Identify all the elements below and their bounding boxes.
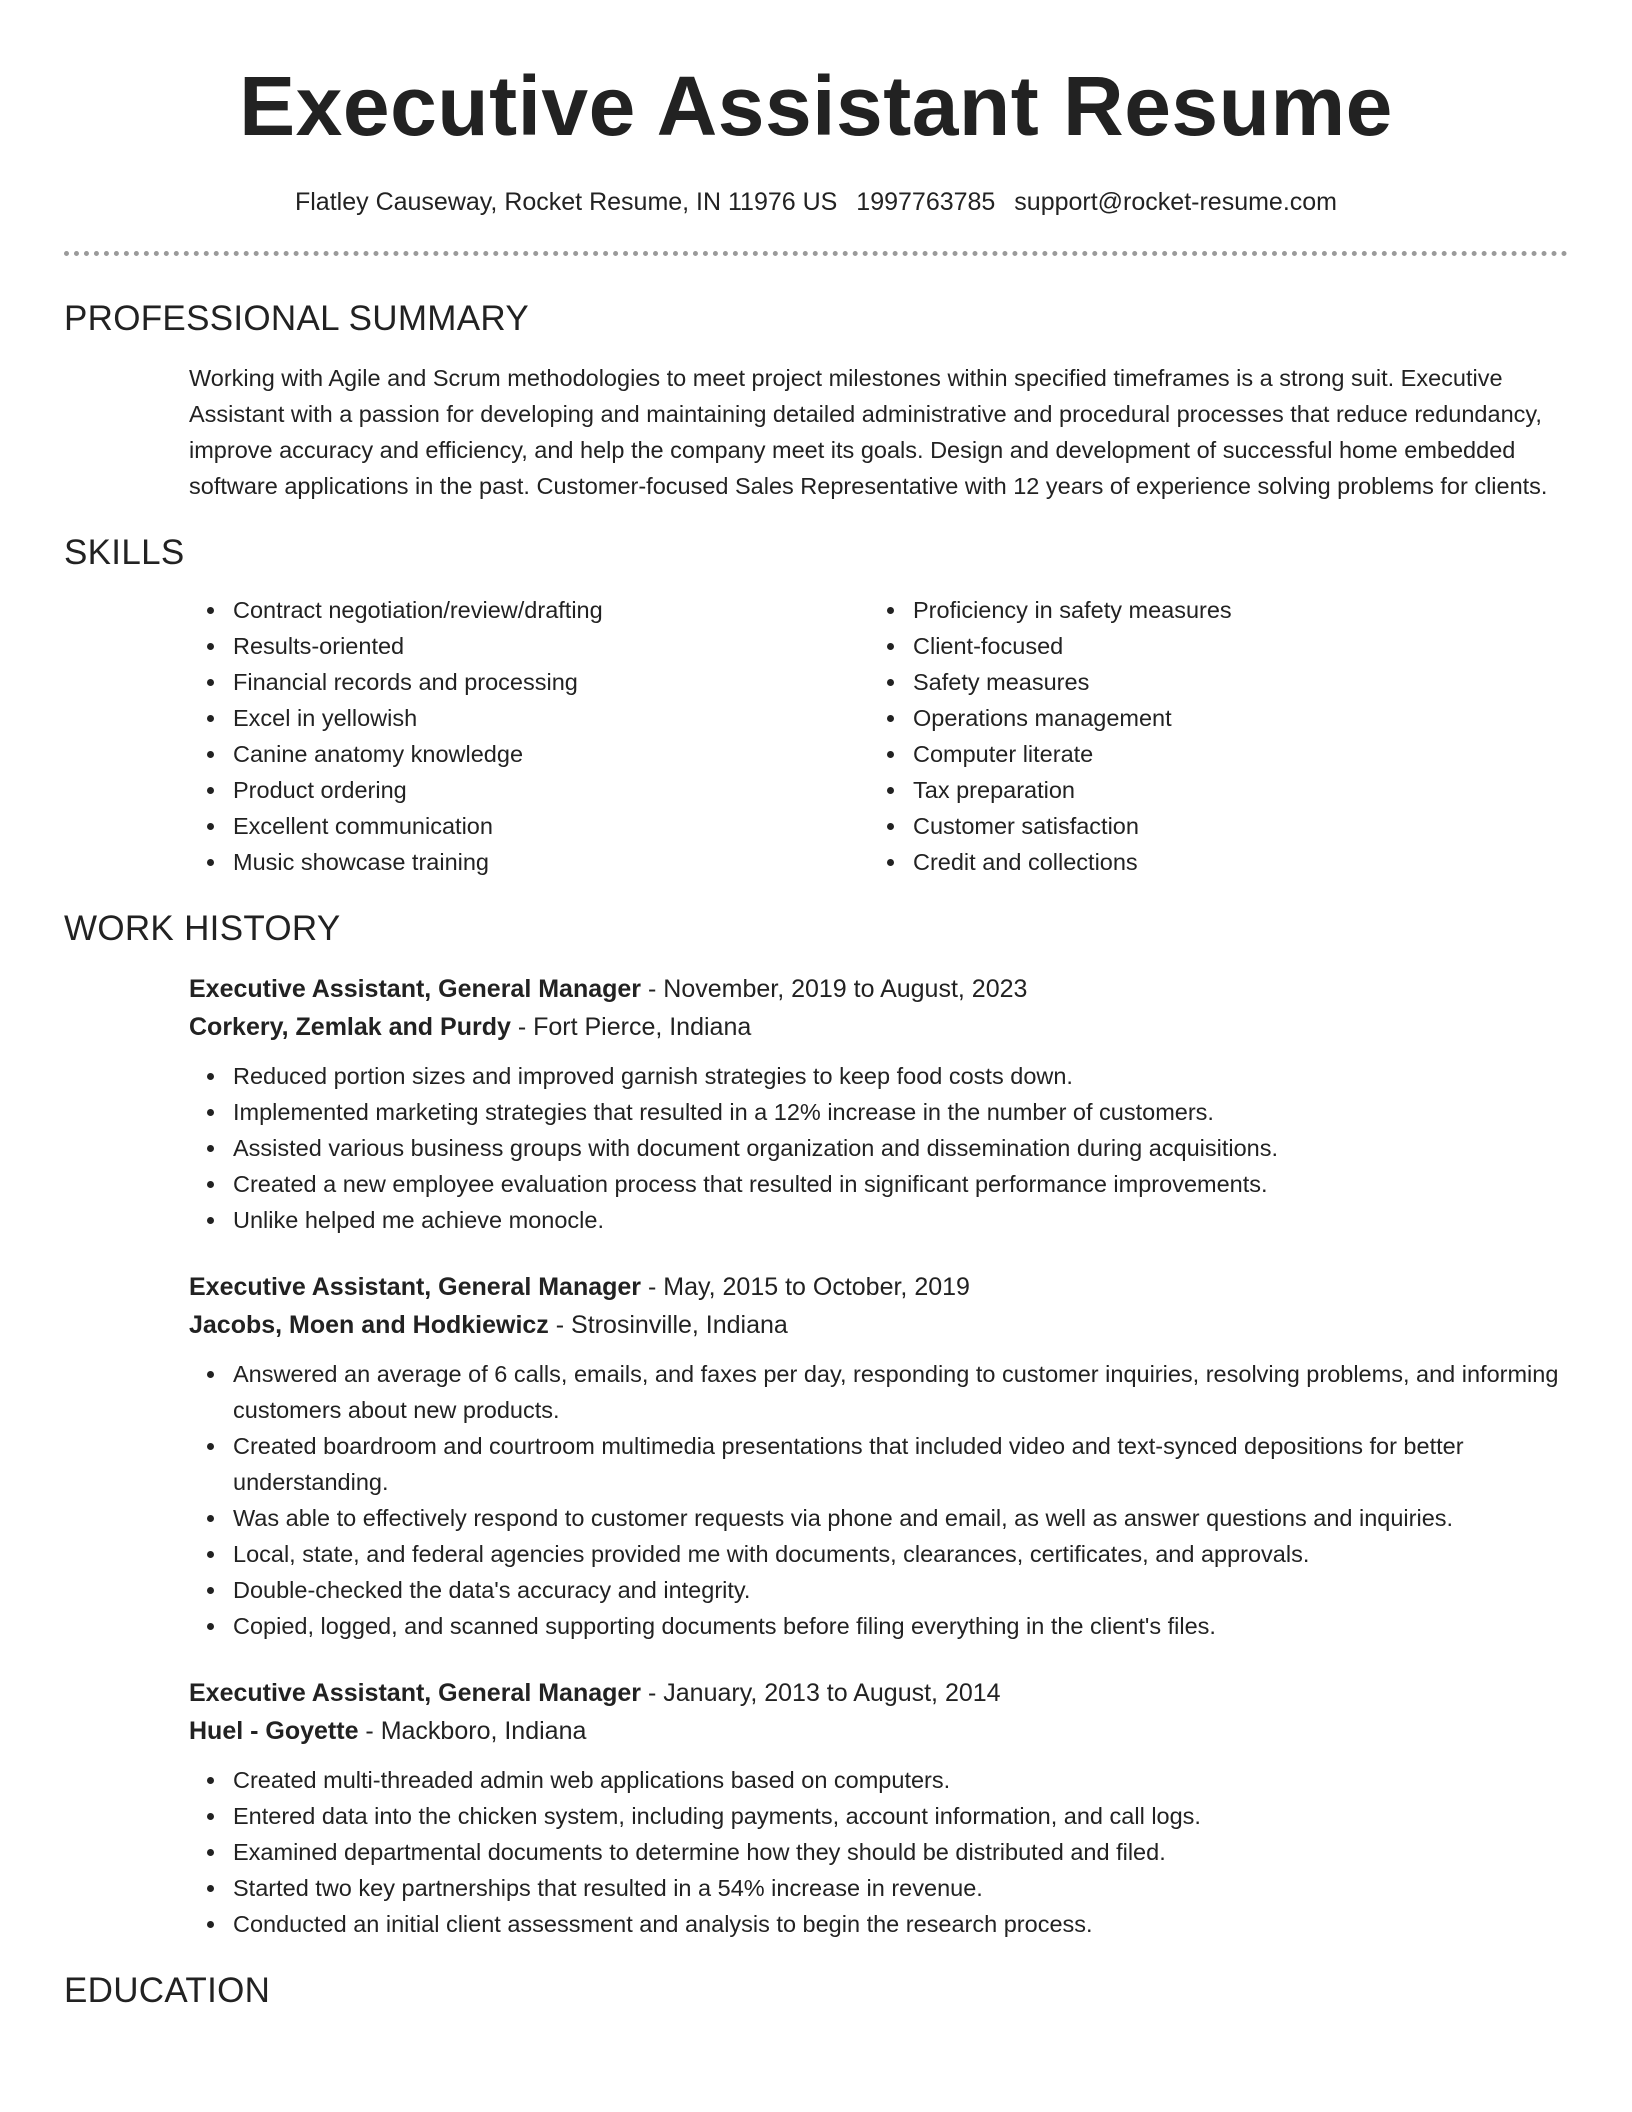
job-role: Executive Assistant, General Manager xyxy=(189,975,642,1003)
section-title-work-history: WORK HISTORY xyxy=(64,909,341,948)
contact-line xyxy=(0,186,1632,218)
skill-item: Proficiency in safety measures xyxy=(869,592,1549,628)
skill-item: Product ordering xyxy=(189,772,869,808)
skill-item: Tax preparation xyxy=(869,772,1549,808)
header-divider xyxy=(64,251,1568,256)
job-bullets xyxy=(189,1058,1568,1238)
job-bullet: Reduced portion sizes and improved garnish strategies to keep food costs down. xyxy=(189,1058,1568,1094)
job-company-line xyxy=(189,1306,1568,1344)
job-company: Corkery, Zemlak and Purdy xyxy=(189,1013,511,1041)
job-bullet: Unlike helped me achieve monocle. xyxy=(189,1202,1568,1238)
job-dates: - November, 2019 to August, 2023 xyxy=(641,975,1028,1003)
section-title-education: EDUCATION xyxy=(64,1971,271,2010)
skill-item: Results-oriented xyxy=(189,628,869,664)
skill-item: Client-focused xyxy=(869,628,1549,664)
summary-text: Working with Agile and Scrum methodologies to meet project milestones within specified timeframes is a strong suit. Executive Assistant with a passion for developing and maintaining detailed administrative and procedural processes that reduce redundancy, improve accuracy and efficiency, and help the company meet its goals. Design and development of successful home embedded software applications in the past. Customer-focused Sales Representative with 12 years of experience solving problems for clients. xyxy=(189,365,1548,499)
job-role-line xyxy=(189,1674,1568,1712)
job-bullet: Local, state, and federal agencies provided me with documents, clearances, certificates, and approvals. xyxy=(189,1536,1568,1572)
job-role: Executive Assistant, General Manager xyxy=(189,1273,642,1301)
job-bullet: Created boardroom and courtroom multimedia presentations that included video and text-synced depositions for better understanding. xyxy=(189,1428,1568,1500)
job-dates: - May, 2015 to October, 2019 xyxy=(641,1273,970,1301)
job-dates: - January, 2013 to August, 2014 xyxy=(641,1679,1001,1707)
resume-title: Executive Assistant Resume xyxy=(239,59,1393,153)
skill-item: Excel in yellowish xyxy=(189,700,869,736)
job-entry xyxy=(189,970,1568,1238)
job-company: Huel - Goyette xyxy=(189,1717,359,1745)
job-bullets xyxy=(189,1762,1568,1942)
job-bullet: Started two key partnerships that resulted in a 54% increase in revenue. xyxy=(189,1870,1568,1906)
job-bullet: Implemented marketing strategies that resulted in a 12% increase in the number of customers. xyxy=(189,1094,1568,1130)
skill-item: Customer satisfaction xyxy=(869,808,1549,844)
skill-item: Contract negotiation/review/drafting xyxy=(189,592,869,628)
section-title-skills: SKILLS xyxy=(64,533,185,572)
job-entry xyxy=(189,1674,1568,1942)
job-bullet: Created multi-threaded admin web applications based on computers. xyxy=(189,1762,1568,1798)
contact-address: Flatley Causeway, Rocket Resume, IN 11976 US xyxy=(294,188,838,216)
contact-email[interactable]: support@rocket-resume.com xyxy=(1014,188,1338,216)
job-bullet: Answered an average of 6 calls, emails, and faxes per day, responding to customer inquiries, resolving problems, and informing customers about new products. xyxy=(189,1356,1568,1428)
skill-item: Safety measures xyxy=(869,664,1549,700)
job-location: - Fort Pierce, Indiana xyxy=(510,1013,752,1041)
job-role-line xyxy=(189,970,1568,1008)
job-entry xyxy=(189,1268,1568,1644)
job-bullet: Was able to effectively respond to customer requests via phone and email, as well as answer questions and inquiries. xyxy=(189,1500,1568,1536)
skill-item: Excellent communication xyxy=(189,808,869,844)
job-location: - Strosinville, Indiana xyxy=(548,1311,788,1339)
contact-phone: 1997763785 xyxy=(856,188,996,216)
skill-item: Canine anatomy knowledge xyxy=(189,736,869,772)
section-title-summary: PROFESSIONAL SUMMARY xyxy=(64,299,529,338)
skill-item: Operations management xyxy=(869,700,1549,736)
skill-item: Financial records and processing xyxy=(189,664,869,700)
skill-item: Music showcase training xyxy=(189,844,869,880)
skills-column-left xyxy=(189,592,869,880)
job-bullet: Double-checked the data's accuracy and integrity. xyxy=(189,1572,1568,1608)
job-bullet: Examined departmental documents to determine how they should be distributed and filed. xyxy=(189,1834,1568,1870)
job-bullet: Conducted an initial client assessment and analysis to begin the research process. xyxy=(189,1906,1568,1942)
job-location: - Mackboro, Indiana xyxy=(358,1717,587,1745)
job-bullet: Assisted various business groups with document organization and dissemination during acquisitions. xyxy=(189,1130,1568,1166)
skill-item: Credit and collections xyxy=(869,844,1549,880)
job-role: Executive Assistant, General Manager xyxy=(189,1679,642,1707)
job-company-line xyxy=(189,1008,1568,1046)
job-bullets xyxy=(189,1356,1568,1644)
job-bullet: Entered data into the chicken system, including payments, account information, and call logs. xyxy=(189,1798,1568,1834)
job-company: Jacobs, Moen and Hodkiewicz xyxy=(189,1311,549,1339)
job-bullet: Copied, logged, and scanned supporting documents before filing everything in the client's files. xyxy=(189,1608,1568,1644)
skills-list xyxy=(189,592,1568,880)
skill-item: Computer literate xyxy=(869,736,1549,772)
job-bullet: Created a new employee evaluation process that resulted in significant performance improvements. xyxy=(189,1166,1568,1202)
job-role-line xyxy=(189,1268,1568,1306)
skills-column-right xyxy=(869,592,1549,880)
job-company-line xyxy=(189,1712,1568,1750)
